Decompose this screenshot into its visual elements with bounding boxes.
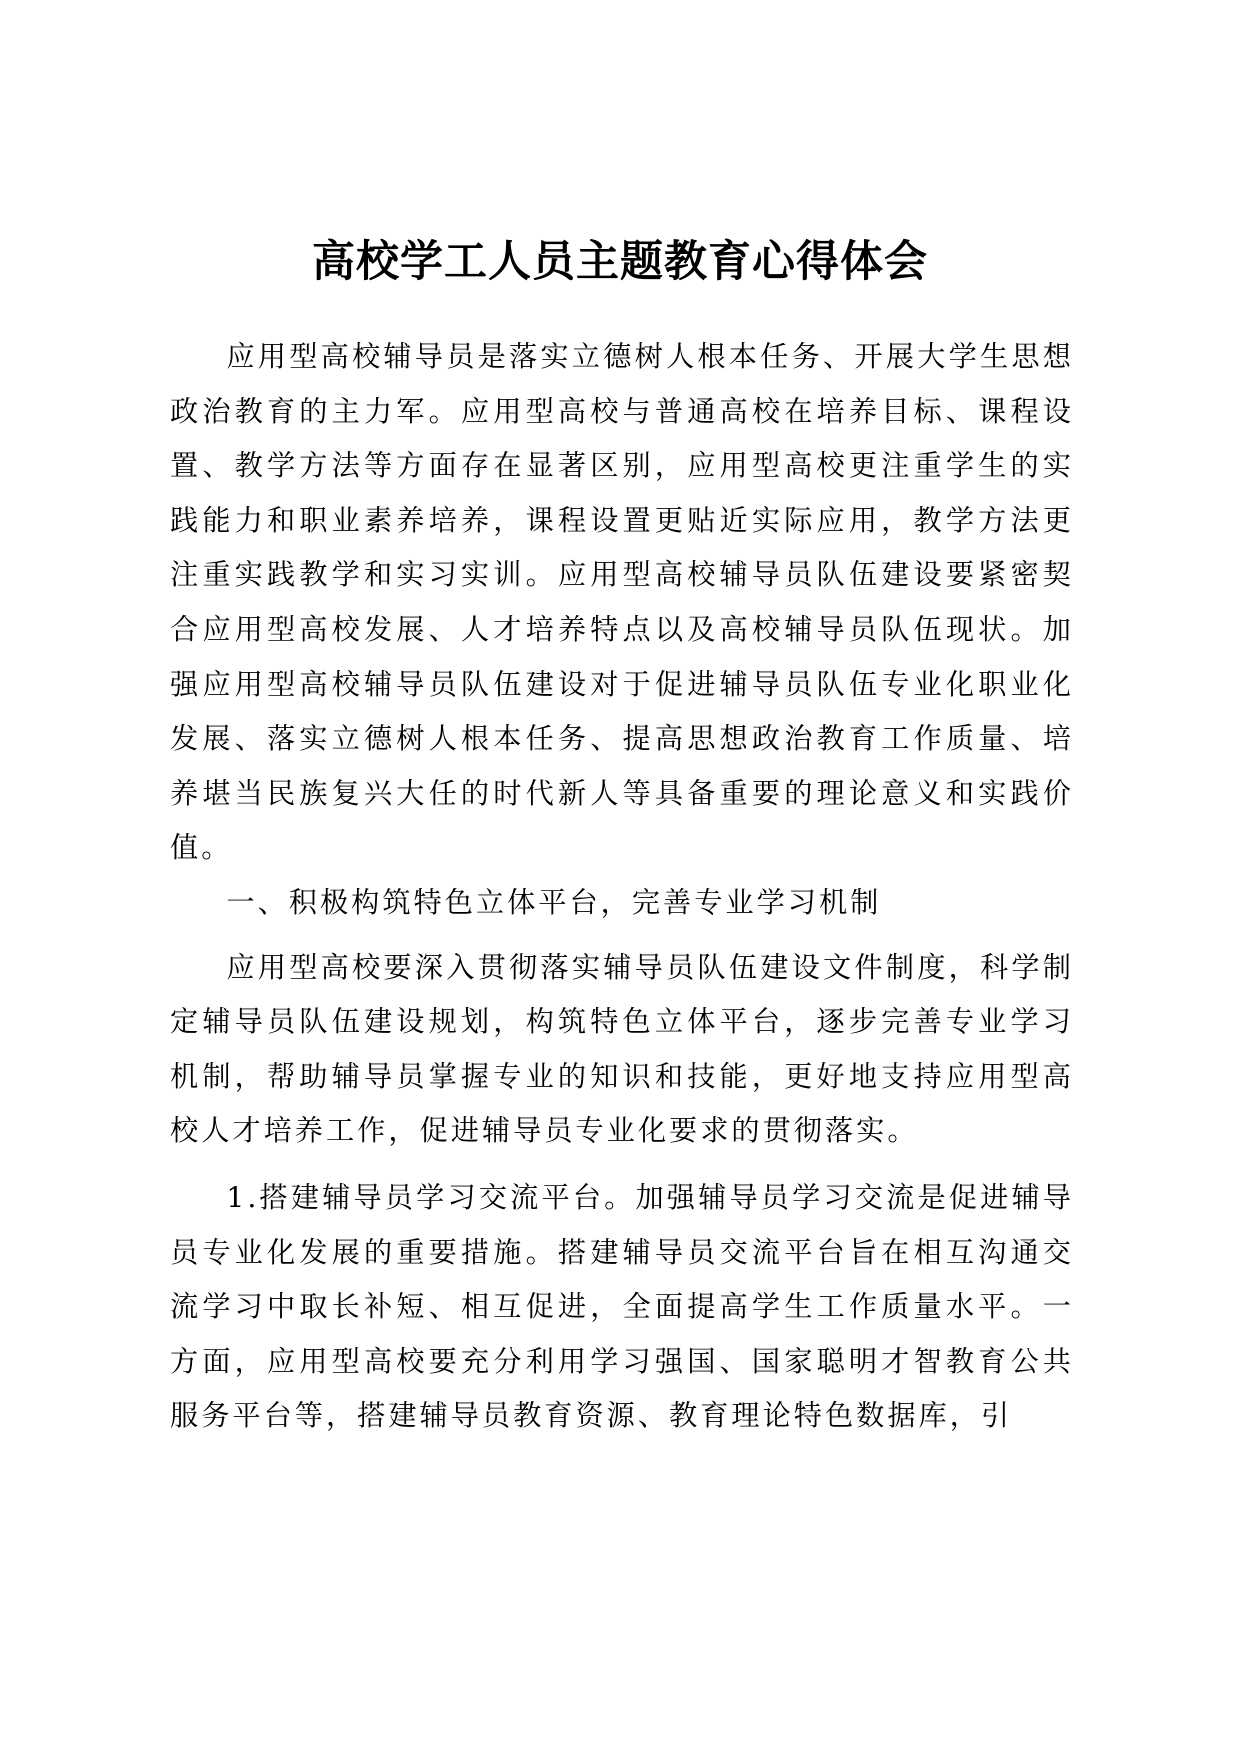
document-body	[170, 330, 1074, 1444]
paragraph-section-1: 应用型高校要深入贯彻落实辅导员队伍建设文件制度，科学制定辅导员队伍建设规划，构筑特色立体平台，逐步完善专业学习机制，帮助辅导员掌握专业的知识和技能，更好地支持应用型高校人才培养工作，促进辅导员专业化要求的贯彻落实。	[170, 950, 1074, 1148]
section-heading-1: 一、积极构筑特色立体平台，完善专业学习机制	[226, 885, 882, 919]
document-title: 高校学工人员主题教育心得体会	[312, 237, 928, 287]
paragraph-item-1: 1.搭建辅导员学习交流平台。加强辅导员学习交流是促进辅导员专业化发展的重要措施。搭建辅导员交流平台旨在相互沟通交流学习中取长补短、相互促进，全面提高学生工作质量水平。一方面，应用型高校要充分利用学习强国、国家聪明才智教育公共服务平台等，搭建辅导员教育资源、教育理论特色数据库，引	[170, 1180, 1074, 1433]
paragraph-intro: 应用型高校辅导员是落实立德树人根本任务、开展大学生思想政治教育的主力军。应用型高校与普通高校在培养目标、课程设置、教学方法等方面存在显著区别，应用型高校更注重学生的实践能力和职业素养培养，课程设置更贴近实际应用，教学方法更注重实践教学和实习实训。应用型高校辅导员队伍建设要紧密契合应用型高校发展、人才培养特点以及高校辅导员队伍现状。加强应用型高校辅导员队伍建设对于促进辅导员队伍专业化职业化发展、落实立德树人根本任务、提高思想政治教育工作质量、培养堪当民族复兴大任的时代新人等具备重要的理论意义和实践价值。	[170, 340, 1074, 865]
